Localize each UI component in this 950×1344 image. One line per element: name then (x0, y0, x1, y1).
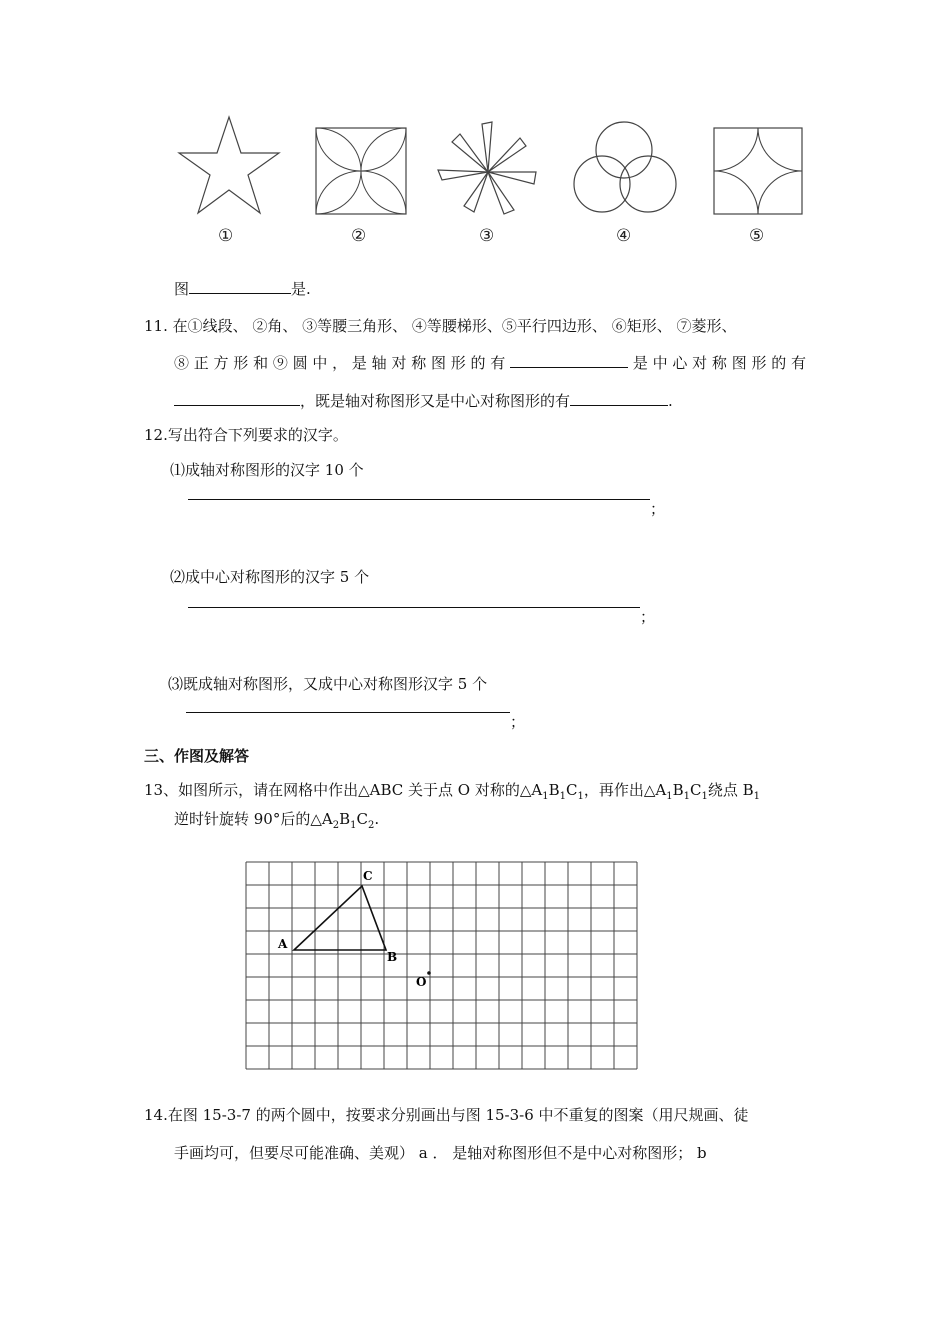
q11-line-2 (174, 352, 806, 373)
q12-part-3-blank[interactable] (186, 712, 510, 713)
q13-text-a: 13、如图所示，请在网格中作出△ABC 关于点 O 对称的△A (144, 781, 543, 799)
q10-prefix: 图 (174, 280, 190, 298)
q13-text-d: ，再作出△A (583, 781, 667, 799)
q13-sub: 1 (753, 791, 761, 802)
q11-both-prompt: ，既是轴对称图形又是中心对称图形的有 (300, 392, 571, 410)
q14-line-1: 14.在图 15-3-7 的两个圆中，按要求分别画出与图 15-3-6 中不重复的图案（用尺规画、徒 (144, 1106, 749, 1124)
point-o (427, 971, 431, 975)
q13-sub: 2 (368, 820, 375, 831)
figure-label-5: ⑤ (749, 226, 765, 246)
q13-text-c: C (566, 781, 578, 799)
q13-sub: 1 (559, 791, 566, 802)
q12-part-1-blank[interactable] (188, 499, 650, 500)
q12-part-1: ⑴成轴对称图形的汉字 10 个 (170, 461, 364, 479)
q13-text-b: B (548, 781, 560, 799)
q10-suffix: 是. (291, 280, 311, 298)
point-label-c: C (363, 869, 373, 883)
q11-both-blank[interactable] (570, 391, 668, 406)
section-heading: 三、作图及解答 (144, 747, 250, 765)
figure-label-3: ③ (479, 226, 495, 246)
q11-central-prompt: 是 中 心 对 称 图 形 的 有 (632, 354, 807, 372)
q12-part-3-end: ； (510, 713, 526, 731)
figure-label-4: ④ (616, 226, 632, 246)
q10-blank[interactable] (189, 279, 291, 294)
q11-axial-blank[interactable] (510, 353, 628, 368)
q11-line-1: 11. 在①线段、 ②角、 ③等腰三角形、 ④等腰梯形、⑤平行四边形、 ⑥矩形、 ⑦菱形、 (144, 317, 737, 335)
q12-part-2-blank[interactable] (188, 607, 640, 608)
q13-sub: 1 (577, 791, 584, 802)
three-circles-figure (570, 120, 682, 220)
q12-part-2: ⑵成中心对称图形的汉字 5 个 (170, 568, 370, 586)
q13-sub: 2 (332, 820, 340, 831)
q14-line-2: 手画均可，但要尽可能准确、美观） a ． 是轴对称图形但不是中心对称图形； b (174, 1144, 707, 1162)
square-arc-figure (712, 126, 804, 216)
star-figure (176, 115, 282, 215)
q13-text-k: . (374, 810, 380, 828)
q12-part-2-end: ； (640, 608, 656, 626)
q11-end: . (668, 392, 673, 410)
q12-part-1-end: ； (650, 500, 666, 518)
q13-text-j: C (356, 810, 368, 828)
point-label-a: A (278, 937, 288, 951)
figure-label-1: ① (218, 226, 234, 246)
q11-line-3 (174, 390, 673, 411)
q13-text-f: C (690, 781, 702, 799)
q13-text-e: B (672, 781, 684, 799)
q13-text-i: B (339, 810, 351, 828)
point-label-o: O (416, 975, 427, 989)
q11-axial-prompt: ⑧ 正 方 形 和 ⑨ 圆 中 ， 是 轴 对 称 图 形 的 有 (174, 354, 506, 372)
q13-line-2 (174, 808, 379, 831)
point-label-b: B (387, 950, 398, 964)
q13-sub: 1 (350, 820, 357, 831)
q13-line-1 (144, 779, 760, 802)
q13-text-h: 逆时针旋转 90°后的△A (174, 810, 333, 828)
pinwheel-figure (436, 120, 540, 216)
q13-text-g: 绕点 B (707, 781, 754, 799)
q13-sub: 1 (683, 791, 691, 802)
q13-sub: 1 (666, 791, 673, 802)
q12-part-3: ⑶既成轴对称图形，又成中心对称图形汉字 5 个 (168, 675, 488, 693)
triangle-abc (294, 886, 386, 950)
q10-answer-line (174, 278, 311, 299)
square-petal-figure (314, 126, 408, 216)
q11-central-blank[interactable] (174, 391, 300, 406)
coordinate-grid[interactable] (240, 858, 644, 1088)
q13-sub: 1 (542, 791, 549, 802)
figure-label-2: ② (351, 226, 367, 246)
q12-title: 12.写出符合下列要求的汉字。 (144, 426, 348, 444)
q13-sub: 1 (701, 791, 708, 802)
